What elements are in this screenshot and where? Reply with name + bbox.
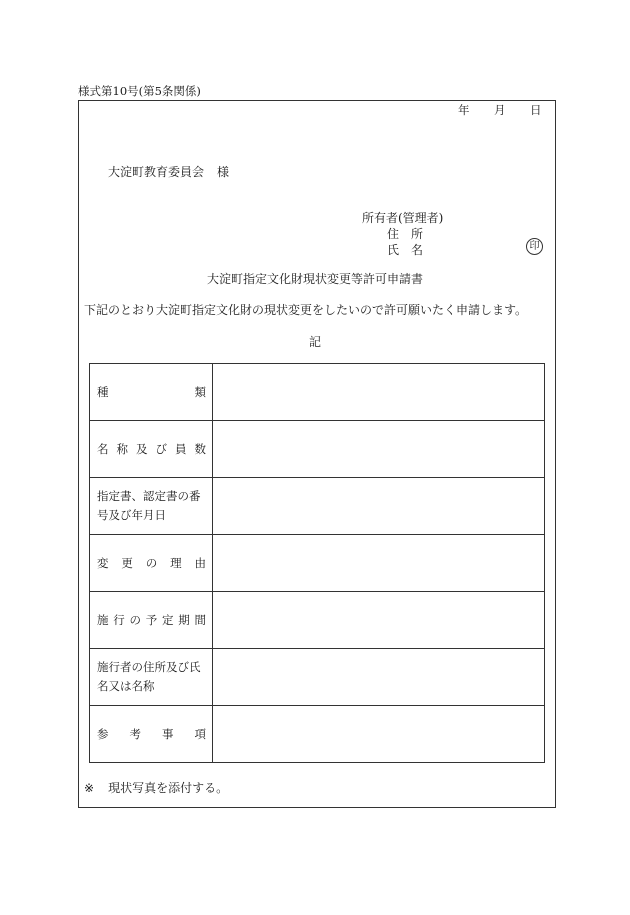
label-text: 施行者の住所及び氏名又は名称 [97, 660, 201, 693]
row-label-certificate-number-date [90, 478, 213, 535]
address-label-char-2: 所 [411, 227, 424, 241]
addressee-name: 大淀町教育委員会 [108, 165, 205, 179]
label-char: 由 [194, 556, 206, 570]
attachment-note [84, 779, 228, 796]
label-char: 更 [121, 556, 133, 570]
ki-heading: 記 [308, 335, 321, 349]
table-row [90, 478, 545, 535]
attachment-note-text: 現状写真を添付する。 [108, 781, 229, 795]
label-char: 名 [97, 442, 109, 456]
label-char: 項 [194, 727, 206, 741]
table-row [90, 706, 545, 763]
label-char: 期 [178, 613, 190, 627]
form-number-label: 様式第10号(第5条関係) [78, 84, 201, 98]
address-label-char-1: 住 [387, 227, 400, 241]
addressee [108, 163, 229, 180]
label-char: 類 [194, 385, 206, 399]
label-char: 考 [129, 727, 141, 741]
row-label-planned-period [90, 592, 213, 649]
request-statement: 下記のとおり大淀町指定文化財の現状変更をしたいので許可願いたく申請します。 [84, 303, 528, 317]
row-label-name-and-count [90, 421, 213, 478]
reference-mark: ※ [84, 781, 95, 795]
table-row [90, 649, 545, 706]
label-char: 定 [162, 613, 174, 627]
label-char: 行 [113, 613, 125, 627]
application-items-table [89, 363, 545, 763]
table-row [90, 535, 545, 592]
date-year-label: 年 [458, 103, 470, 117]
label-char: 予 [145, 613, 158, 627]
label-char: の [129, 613, 141, 627]
name-label-char-1: 氏 [387, 243, 400, 257]
label-text: 指定書、認定書の番号及び年月日 [97, 489, 201, 522]
label-char: 員 [175, 442, 187, 456]
label-char: 参 [97, 727, 109, 741]
row-label-reason-for-change [90, 535, 213, 592]
value-cell-reason-for-change[interactable] [213, 535, 545, 592]
value-cell-planned-period[interactable] [213, 592, 545, 649]
label-char: 称 [116, 442, 128, 456]
date-day-label: 日 [530, 103, 542, 117]
label-char: 及 [136, 442, 148, 456]
label-char: 理 [170, 556, 182, 570]
label-char: 変 [97, 556, 109, 570]
value-cell-type[interactable] [213, 364, 545, 421]
seal-icon: 印 [526, 238, 543, 255]
label-char: 施 [97, 613, 109, 627]
label-char: び [155, 442, 167, 456]
value-cell-name-and-count[interactable] [213, 421, 545, 478]
value-cell-certificate-number-date[interactable] [213, 478, 545, 535]
label-char: 数 [194, 442, 206, 456]
value-cell-contractor[interactable] [213, 649, 545, 706]
label-char: 間 [194, 613, 206, 627]
table-row [90, 364, 545, 421]
row-label-type [90, 364, 213, 421]
document-title: 大淀町指定文化財現状変更等許可申請書 [206, 272, 423, 286]
row-label-contractor [90, 649, 213, 706]
date-month-label: 月 [494, 103, 506, 117]
owner-label: 所有者(管理者) [362, 211, 444, 225]
label-char: の [145, 556, 158, 570]
addressee-honorific: 様 [217, 165, 230, 179]
label-char: 種 [97, 385, 109, 399]
row-label-remarks [90, 706, 213, 763]
name-label-char-2: 名 [411, 243, 424, 257]
table-row [90, 421, 545, 478]
label-char: 事 [162, 727, 174, 741]
table-row [90, 592, 545, 649]
value-cell-remarks[interactable] [213, 706, 545, 763]
